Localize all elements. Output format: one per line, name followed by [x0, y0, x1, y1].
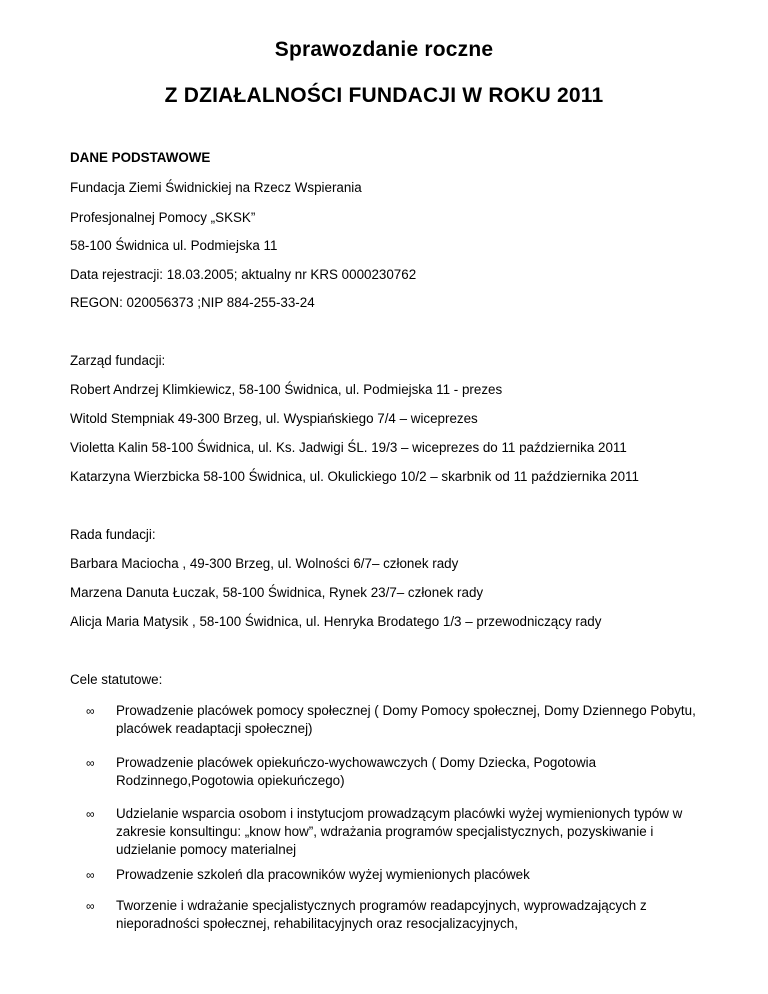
bullet-icon: ∞ [86, 899, 95, 913]
council-heading: Rada fundacji: [70, 527, 156, 542]
basic-data-heading: DANE PODSTAWOWE [70, 150, 211, 165]
goal-item-text: Prowadzenie placówek opiekuńczo-wychowawczych ( Domy Dziecka, Pogotowia Rodzinnego,Pogotowia opiekuńczego) [116, 755, 597, 788]
board-member: Violetta Kalin 58-100 Świdnica, ul. Ks. Jadwigi ŚL. 19/3 – wiceprezes do 11 października 2011 [70, 440, 627, 455]
document-subtitle: Z DZIAŁALNOŚCI FUNDACJI W ROKU 2011 [164, 84, 604, 107]
bullet-icon: ∞ [86, 704, 95, 718]
board-member: Katarzyna Wierzbicka 58-100 Świdnica, ul. Okulickiego 10/2 – skarbnik od 11 października 2011 [70, 469, 639, 484]
basic-data-line: REGON: 020056373 ;NIP 884-255-33-24 [70, 295, 315, 310]
goals-heading: Cele statutowe: [70, 672, 163, 687]
basic-data-line: 58-100 Świdnica ul. Podmiejska 11 [70, 238, 278, 253]
bullet-icon: ∞ [86, 756, 95, 770]
basic-data-line: Fundacja Ziemi Świdnickiej na Rzecz Wspierania [70, 180, 362, 195]
goal-item-text: Prowadzenie placówek pomocy społecznej ( Domy Pomocy społecznej, Domy Dziennego Pobytu, placówek readaptacji społecznej) [116, 703, 696, 736]
council-member: Marzena Danuta Łuczak, 58-100 Świdnica, Rynek 23/7– członek rady [70, 585, 484, 600]
board-heading: Zarząd fundacji: [70, 353, 166, 368]
bullet-icon: ∞ [86, 868, 95, 882]
board-member: Robert Andrzej Klimkiewicz, 58-100 Świdnica, ul. Podmiejska 11 - prezes [70, 382, 503, 397]
goal-item-text: Udzielanie wsparcia osobom i instytucjom prowadzącym placówki wyżej wymienionych typów w zakresie konsultingu: „know how”, wdrażania programów specjalistycznych, pozyskiwanie i udzielanie pomocy materialnej [116, 806, 683, 857]
basic-data-line: Data rejestracji: 18.03.2005; aktualny nr KRS 0000230762 [70, 267, 417, 282]
bullet-icon: ∞ [86, 807, 95, 821]
goal-item-text: Tworzenie i wdrażanie specjalistycznych programów readapcyjnych, wyprowadzających z nieporadności społecznej, rehabilitacyjnych oraz resocjalizacyjnych, [116, 898, 647, 931]
goal-item-text: Prowadzenie szkoleń dla pracowników wyżej wymienionych placówek [116, 867, 530, 882]
council-member: Alicja Maria Matysik , 58-100 Świdnica, ul. Henryka Brodatego 1/3 – przewodniczący rady [70, 614, 602, 629]
board-member: Witold Stempniak 49-300 Brzeg, ul. Wyspiańskiego 7/4 – wiceprezes [70, 411, 478, 426]
basic-data-line: Profesjonalnej Pomocy „SKSK” [70, 210, 256, 225]
document-title: Sprawozdanie roczne [274, 38, 494, 61]
council-member: Barbara Maciocha , 49-300 Brzeg, ul. Wolności 6/7– członek rady [70, 556, 459, 571]
